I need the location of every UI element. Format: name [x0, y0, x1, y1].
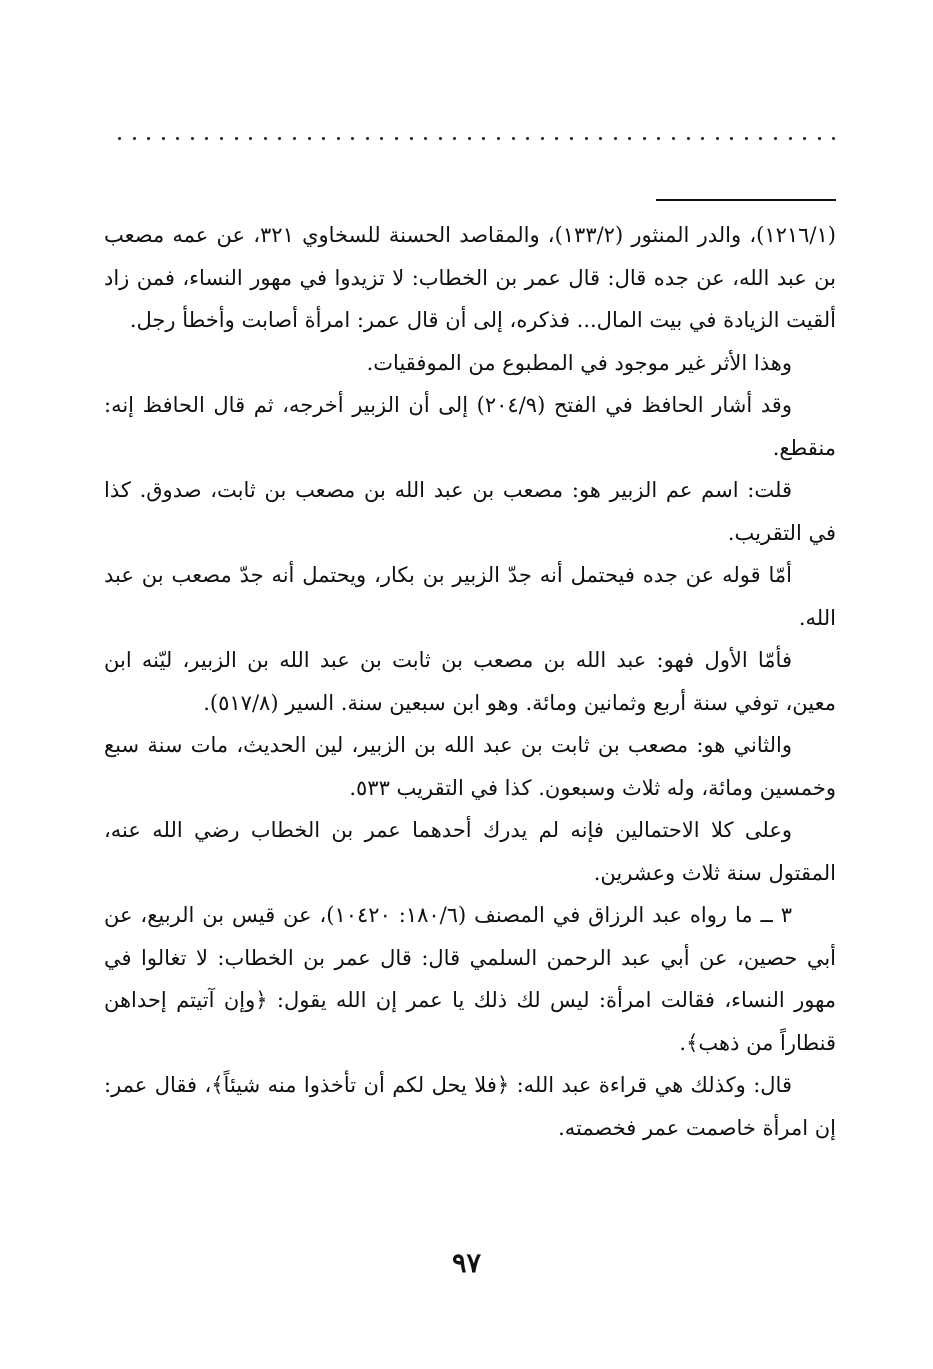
footnote-paragraph: أمّا قوله عن جده فيحتمل أنه جدّ الزبير بن بكار، ويحتمل أنه جدّ مصعب بن عبد الله. [104, 563, 836, 630]
footnote-paragraph: وقد أشار الحافظ في الفتح (٢٠٤/٩) إلى أن الزبير أخرجه، ثم قال الحافظ إنه: منقطع. [104, 393, 836, 460]
footnote-paragraph: فأمّا الأول فهو: عبد الله بن مصعب بن ثابت بن عبد الله بن الزبير، ليّنه ابن معين، توفي سنة أربع وثمانين ومائة. وهو ابن سبعين سنة. السير (٥١٧/٨). [104, 648, 836, 715]
footnote-paragraph: (١٢١٦/١)، والدر المنثور (١٣٣/٢)، والمقاصد الحسنة للسخاوي ٣٢١، عن عمه مصعب بن عبد الله، عن جده قال: قال عمر بن الخطاب: لا تزيدوا في مهور النساء، فمن زاد ألقيت الزيادة في بيت المال... فذكره، إلى أن قال عمر: امرأة أصابت وأخطأ رجل. [104, 223, 836, 332]
footnote-paragraph: قال: وكذلك هي قراءة عبد الله: ﴿فلا يحل لكم أن تأخذوا منه شيئاً﴾، فقال عمر: إن امرأة خاصمت عمر فخصمته. [104, 1073, 836, 1140]
footnote-paragraph: وعلى كلا الاحتمالين فإنه لم يدرك أحدهما عمر بن الخطاب رضي الله عنه، المقتول سنة ثلاث وعشرين. [104, 818, 836, 885]
footnote-separator [656, 199, 836, 201]
footnote-paragraph: وهذا الأثر غير موجود في المطبوع من الموفقيات. [366, 350, 792, 375]
footnote-paragraph: والثاني هو: مصعب بن ثابت بن عبد الله بن الزبير، لين الحديث، مات سنة سبع وخمسين ومائة، وله ثلاث وسبعون. كذا في التقريب ٥٣٣. [104, 733, 836, 800]
dotted-divider [118, 128, 836, 148]
footnote-paragraph: قلت: اسم عم الزبير هو: مصعب بن عبد الله بن مصعب بن ثابت، صدوق. كذا في التقريب. [104, 478, 836, 545]
page-number: ٩٧ [451, 1248, 481, 1279]
footnote-paragraph: ٣ ــ ما رواه عبد الرزاق في المصنف (١٨٠/٦: ١٠٤٢٠)، عن قيس بن الربيع، عن أبي حصين، عن أبي عبد الرحمن السلمي قال: قال عمر بن الخطاب: لا تغالوا في مهور النساء، فقالت امرأة: ليس لك ذلك يا عمر إن الله يقول: ﴿وإن آتيتم إحداهن قنطاراً من ذهب﴾. [104, 903, 836, 1055]
footnotes-block [104, 214, 836, 1149]
